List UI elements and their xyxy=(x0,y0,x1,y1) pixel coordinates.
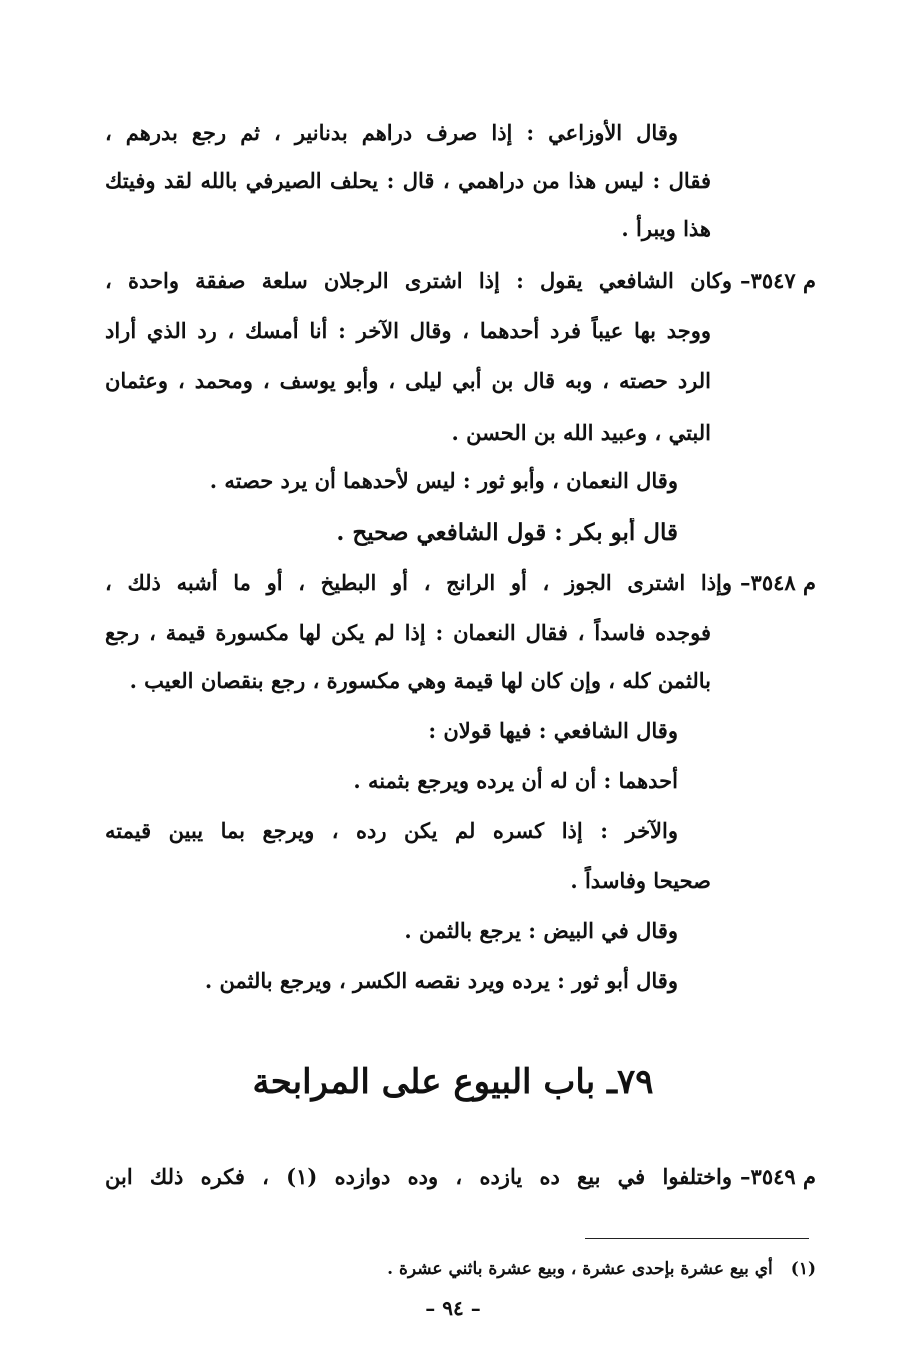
footnote-separator xyxy=(585,1238,809,1239)
entry-number-3549: م ٣٥٤٩– xyxy=(740,1164,816,1189)
footnote-text: أي بيع عشرة بإحدى عشرة ، وبيع عشرة باثني عشرة . xyxy=(387,1259,773,1279)
text-line: وقال الشافعي : فيها قولان : xyxy=(428,718,678,743)
text-line: أحدهما : أن له أن يرده ويرجع بثمنه . xyxy=(353,768,678,793)
footnote xyxy=(105,1256,816,1282)
text-span: وإذا اشترى الجوز ، أو الرانج ، أو البطيخ ، أو ما أشبه ذلك ، xyxy=(105,570,733,595)
text-line: البتي ، وعبيد الله بن الحسن . xyxy=(451,420,711,445)
text-line: وقال الأوزاعي : إذا صرف دراهم بدنانير ، ثم رجع بدرهم ، xyxy=(105,120,678,145)
text-line: وقال أبو ثور : يرده ويرد نقصه الكسر ، ويرجع بالثمن . xyxy=(204,968,678,993)
text-line: الرد حصته ، وبه قال بن أبي ليلى ، وأبو يوسف ، ومحمد ، وعثمان xyxy=(105,368,711,393)
text-line: بالثمن كله ، وإن كان لها قيمة وهي مكسورة ، رجع بنقصان العيب . xyxy=(129,668,711,693)
text-line: وقال النعمان ، وأبو ثور : ليس لأحدهما أن يرد حصته . xyxy=(209,468,678,493)
text-line: صحيحا وفاسداً . xyxy=(570,868,711,893)
abu-bakr-statement: قال أبو بكر : قول الشافعي صحيح . xyxy=(336,519,678,546)
text-line: والآخر : إذا كسره لم يكن رده ، ويرجع بما يبين قيمته xyxy=(105,818,678,843)
paragraph-3549-line xyxy=(105,1162,816,1192)
entry-number-3548: م ٣٥٤٨– xyxy=(740,570,816,595)
text-span: وكان الشافعي يقول : إذا اشترى الرجلان سلعة صفقة واحدة ، xyxy=(105,268,733,293)
text-line: وقال في البيض : يرجع بالثمن . xyxy=(404,918,678,943)
text-line: هذا ويبرأ . xyxy=(621,216,711,241)
entry-number-3547: م ٣٥٤٧– xyxy=(740,268,816,293)
page-number: – ٩٤ – xyxy=(425,1296,481,1320)
paragraph-3548-line xyxy=(105,568,816,598)
text-span: واختلفوا في بيع ده يازده ، وده دوازده (١) ، فكره ذلك ابن xyxy=(105,1164,733,1189)
chapter-heading: ٧٩ـ باب البيوع على المرابحة xyxy=(252,1062,654,1102)
text-line: ووجد بها عيباً فرد أحدهما ، وقال الآخر : أنا أمسك ، رد الذي أراد xyxy=(105,318,711,343)
text-line: فقال : ليس هذا من دراهمي ، قال : يحلف الصيرفي بالله لقد وفيتك xyxy=(105,168,711,193)
footnote-marker: (١) xyxy=(790,1259,816,1279)
paragraph-3547-line xyxy=(105,266,816,296)
text-line: فوجده فاسداً ، فقال النعمان : إذا لم يكن لها مكسورة قيمة ، رجع xyxy=(105,620,711,645)
